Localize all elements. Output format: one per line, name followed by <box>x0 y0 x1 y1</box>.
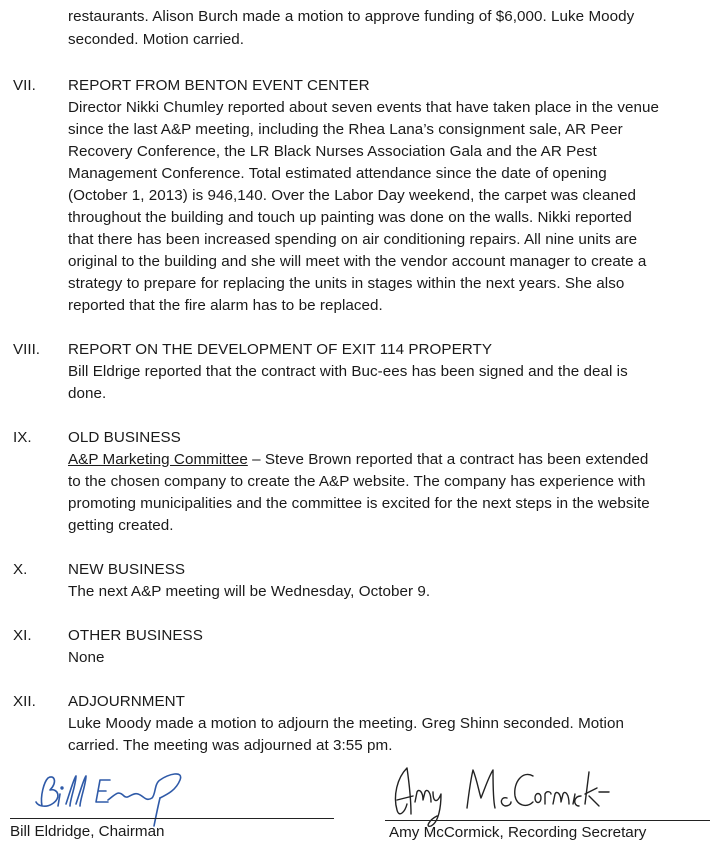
section-line: Director Nikki Chumley reported about seven events that have taken place in the venue <box>68 99 659 116</box>
secretary-signature <box>385 762 625 832</box>
section-heading: NEW BUSINESS <box>68 561 186 578</box>
section-line: to the chosen company to create the A&P website. The company has experience with <box>68 473 646 490</box>
chairman-signature <box>28 770 198 830</box>
section-numeral: XII. <box>13 693 36 710</box>
section-line: done. <box>68 385 107 402</box>
section-line: (October 1, 2013) is 946,140. Over the Labor Day weekend, the carpet was cleaned <box>68 187 636 204</box>
section-line: Recovery Conference, the LR Black Nurses Association Gala and the AR Pest <box>68 143 597 160</box>
section-numeral: VII. <box>13 77 36 94</box>
section-line: that there has been increased spending on air conditioning repairs. All nine units are <box>68 231 638 248</box>
section-line: promoting municipalities and the committee is excited for the next steps in the website <box>68 495 650 512</box>
section-line: getting created. <box>68 517 174 534</box>
section-numeral: X. <box>13 561 28 578</box>
section-line: carried. The meeting was adjourned at 3:55 pm. <box>68 737 393 754</box>
section-line: throughout the building and touch up painting was done on the walls. Nikki reported <box>68 209 632 226</box>
section-heading: REPORT FROM BENTON EVENT CENTER <box>68 77 370 94</box>
intro-line: restaurants. Alison Burch made a motion to approve funding of $6,000. Luke Moody <box>68 8 635 25</box>
section-line <box>68 449 648 471</box>
section-heading: OTHER BUSINESS <box>68 627 203 644</box>
section-line: since the last A&P meeting, including the Rhea Lana’s consignment sale, AR Peer <box>68 121 623 138</box>
section-numeral: VIII. <box>13 341 41 358</box>
section-line: Luke Moody made a motion to adjourn the meeting. Greg Shinn seconded. Motion <box>68 715 624 732</box>
secretary-signature-line <box>385 820 710 821</box>
secretary-caption: Amy McCormick, Recording Secretary <box>389 824 647 841</box>
section-line: original to the building and she will meet with the vendor account manager to create a <box>68 253 647 270</box>
intro-line: seconded. Motion carried. <box>68 31 245 48</box>
committee-report: – Steve Brown reported that a contract has been extended <box>247 451 649 468</box>
committee-name: A&P Marketing Committee <box>68 451 248 468</box>
section-numeral: XI. <box>13 627 32 644</box>
chairman-signature-line <box>10 818 334 819</box>
chairman-caption: Bill Eldridge, Chairman <box>10 823 165 840</box>
section-line: Management Conference. Total estimated attendance since the date of opening <box>68 165 607 182</box>
section-line: None <box>68 649 105 666</box>
section-heading: ADJOURNMENT <box>68 693 185 710</box>
section-line: reported that the fire alarm has to be replaced. <box>68 297 383 314</box>
section-line: Bill Eldrige reported that the contract with Buc-ees has been signed and the deal is <box>68 363 628 380</box>
section-numeral: IX. <box>13 429 32 446</box>
section-heading: OLD BUSINESS <box>68 429 181 446</box>
section-line: The next A&P meeting will be Wednesday, October 9. <box>68 583 431 600</box>
section-heading: REPORT ON THE DEVELOPMENT OF EXIT 114 PROPERTY <box>68 341 493 358</box>
section-line: strategy to prepare for replacing the units in stages within the next years. She also <box>68 275 625 292</box>
